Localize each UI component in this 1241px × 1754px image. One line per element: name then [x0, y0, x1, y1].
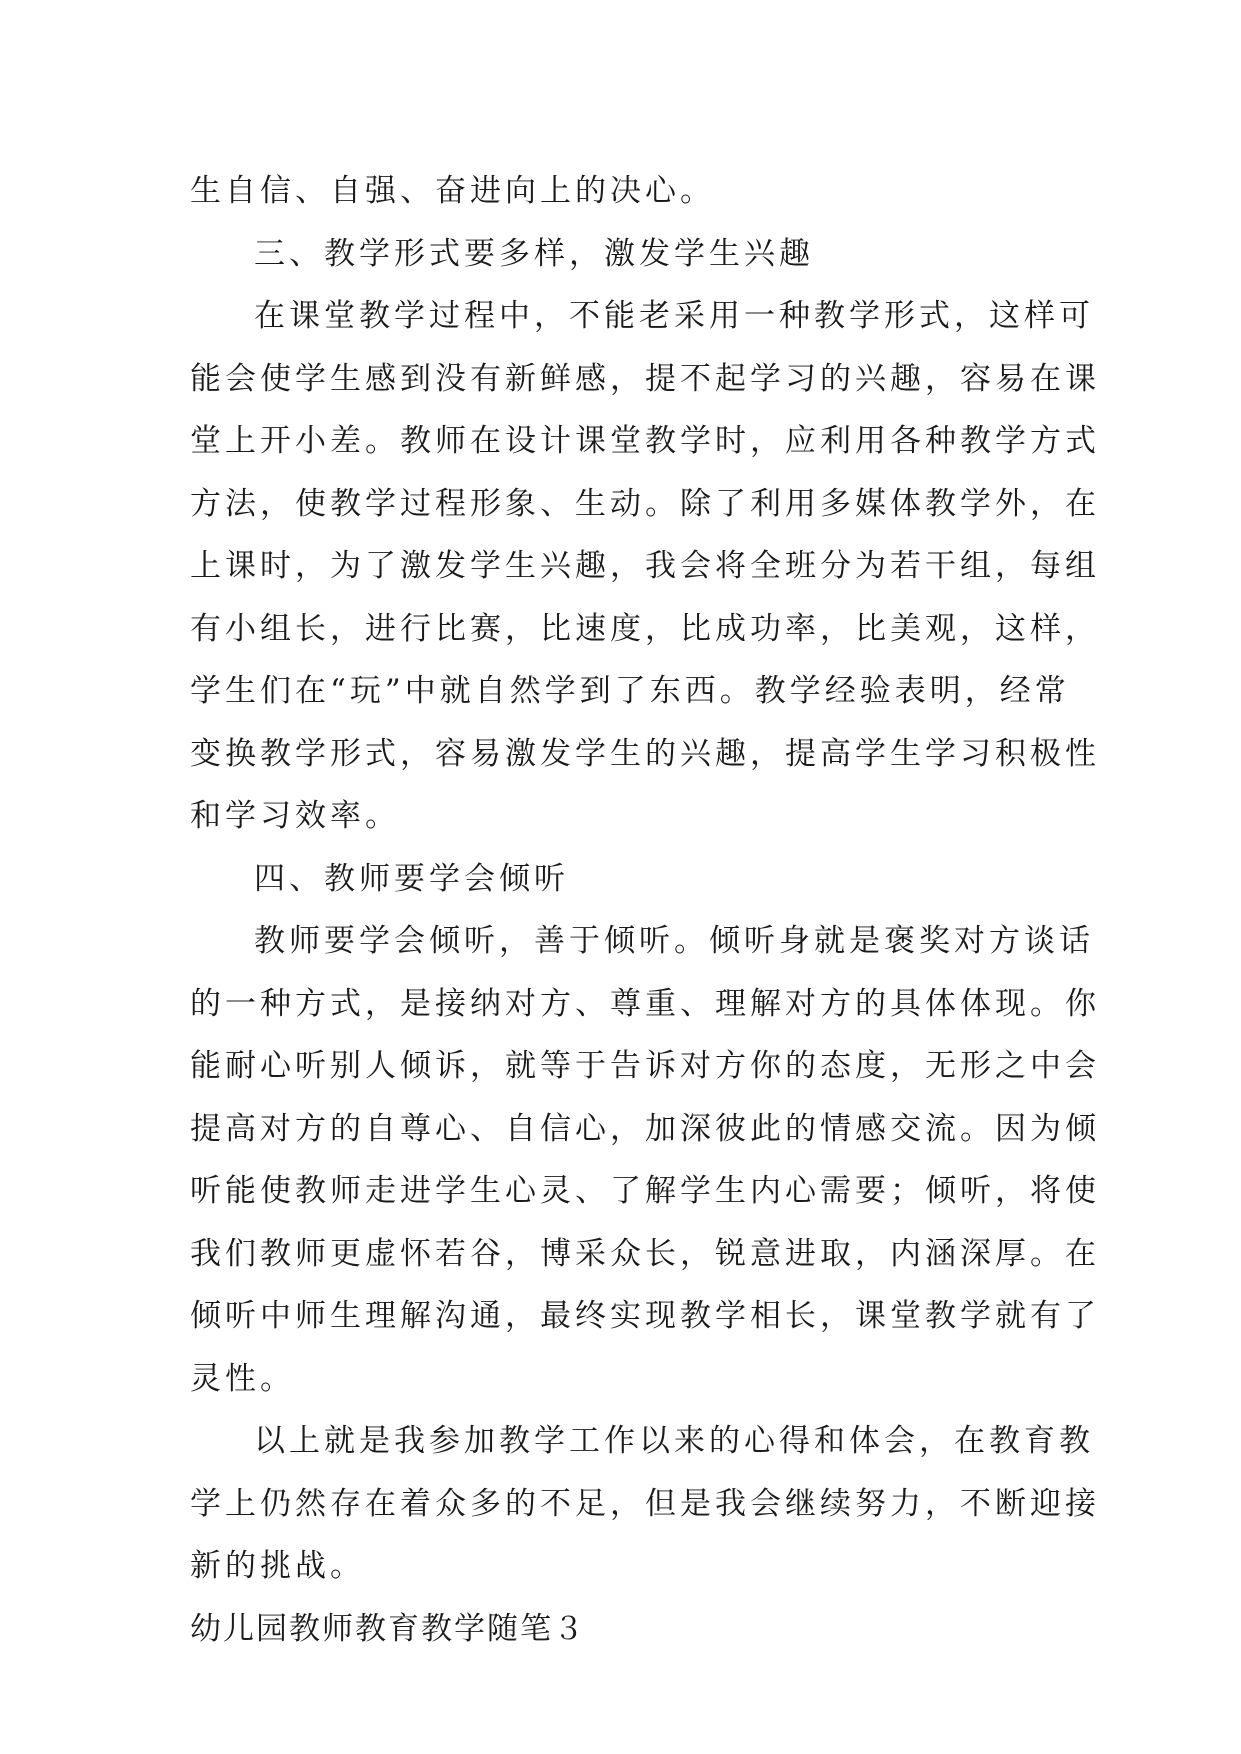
paragraph-line: 的一种方式，是接纳对方、尊重、理解对方的具体体现。你 — [190, 985, 1100, 1022]
paragraph-line: 以上就是我参加教学工作以来的心得和体会，在教育教 — [254, 1423, 1094, 1459]
paragraph-line: 倾听中师生理解沟通，最终实现教学相长，课堂教学就有了 — [190, 1298, 1100, 1334]
paragraph-line: 我们教师更虚怀若谷，博采众长，锐意进取，内涵深厚。在 — [190, 1235, 1100, 1272]
paragraph-line: 堂上开小差。教师在设计课堂教学时，应利用各种教学方式 — [190, 423, 1100, 459]
section-heading: 四、教师要学会倾听 — [254, 860, 569, 897]
document-title: 幼儿园教师教育教学随笔３ — [190, 1610, 586, 1647]
paragraph-line: 能会使学生感到没有新鲜感，提不起学习的兴趣，容易在课 — [190, 360, 1100, 397]
paragraph-line: 变换教学形式，容易激发学生的兴趣，提高学生学习积极性 — [190, 735, 1100, 772]
paragraph-line: 教师要学会倾听，善于倾听。倾听身就是褒奖对方谈话 — [254, 923, 1094, 959]
paragraph-line: 在课堂教学过程中，不能老采用一种教学形式，这样可 — [254, 298, 1094, 334]
paragraph-line: 学上仍然存在着众多的不足，但是我会继续努力，不断迎接 — [190, 1485, 1100, 1522]
paragraph-line: 提高对方的自尊心、自信心，加深彼此的情感交流。因为倾 — [190, 1110, 1100, 1147]
paragraph-line: 灵性。 — [190, 1360, 295, 1397]
paragraph-line: 有小组长，进行比赛，比速度，比成功率，比美观，这样， — [190, 610, 1100, 647]
paragraph-line: 生自信、自强、奋进向上的决心。 — [190, 173, 715, 209]
paragraph-line: 上课时，为了激发学生兴趣，我会将全班分为若干组，每组 — [190, 548, 1100, 584]
paragraph-line: 方法，使教学过程形象、生动。除了利用多媒体教学外，在 — [190, 485, 1100, 522]
document-body — [190, 160, 1100, 1660]
paragraph-line: 学生们在“玩”中就自然学到了东西。教学经验表明，经常 — [190, 673, 1070, 709]
paragraph-line: 和学习效率。 — [190, 798, 400, 834]
paragraph-line: 能耐心听别人倾诉，就等于告诉对方你的态度，无形之中会 — [190, 1048, 1100, 1084]
paragraph-line: 听能使教师走进学生心灵、了解学生内心需要；倾听，将使 — [190, 1173, 1100, 1209]
paragraph-line: 新的挑战。 — [190, 1548, 365, 1584]
section-heading: 三、教学形式要多样，激发学生兴趣 — [254, 235, 814, 272]
